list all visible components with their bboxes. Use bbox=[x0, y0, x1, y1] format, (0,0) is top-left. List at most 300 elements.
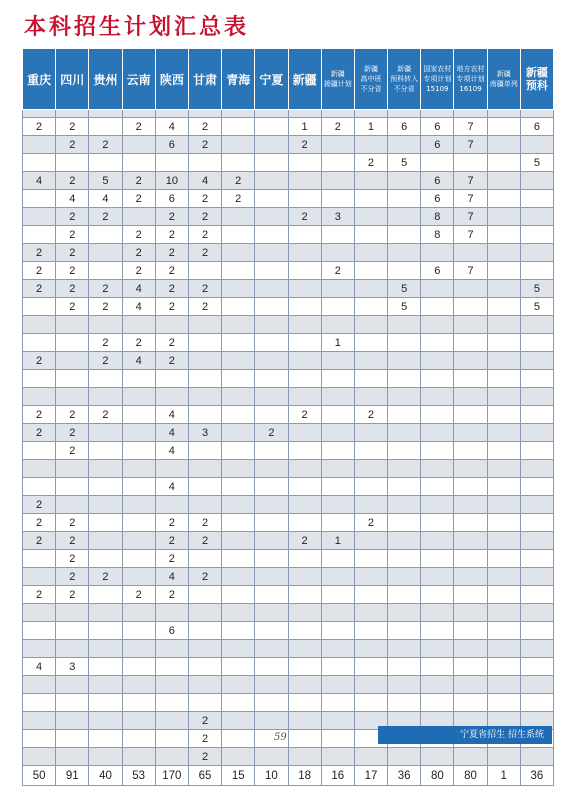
table-cell bbox=[222, 226, 255, 244]
table-cell: 2 bbox=[188, 568, 221, 586]
table-cell bbox=[89, 622, 122, 640]
table-cell bbox=[321, 136, 354, 154]
table-cell bbox=[56, 352, 89, 370]
table-cell bbox=[23, 622, 56, 640]
table-cell bbox=[222, 280, 255, 298]
table-cell bbox=[155, 640, 188, 658]
table-cell bbox=[388, 442, 421, 460]
table-row bbox=[23, 136, 554, 154]
table-cell bbox=[520, 442, 553, 460]
table-cell bbox=[388, 622, 421, 640]
table-cell bbox=[23, 676, 56, 694]
column-header: 新疆 援疆计划 bbox=[321, 49, 354, 110]
table-cell bbox=[421, 496, 454, 514]
table-cell bbox=[388, 748, 421, 766]
table-cell bbox=[388, 110, 421, 118]
table-cell bbox=[155, 604, 188, 622]
table-cell bbox=[421, 694, 454, 712]
table-cell: 3 bbox=[56, 658, 89, 676]
table-cell bbox=[222, 298, 255, 316]
table-cell bbox=[388, 334, 421, 352]
table-cell: 4 bbox=[122, 352, 155, 370]
table-cell bbox=[354, 694, 387, 712]
table-cell: 2 bbox=[122, 226, 155, 244]
table-cell bbox=[188, 352, 221, 370]
table-cell bbox=[89, 478, 122, 496]
table-cell bbox=[487, 640, 520, 658]
table-cell bbox=[487, 118, 520, 136]
table-cell bbox=[388, 676, 421, 694]
table-cell: 5 bbox=[520, 280, 553, 298]
table-cell: 2 bbox=[23, 532, 56, 550]
table-cell bbox=[288, 568, 321, 586]
table-cell bbox=[454, 442, 487, 460]
table-cell bbox=[56, 154, 89, 172]
table-cell bbox=[56, 640, 89, 658]
table-cell: 2 bbox=[23, 496, 56, 514]
table-cell bbox=[288, 712, 321, 730]
table-row bbox=[23, 514, 554, 532]
table-cell bbox=[520, 370, 553, 388]
table-cell bbox=[188, 460, 221, 478]
table-cell: 2 bbox=[188, 748, 221, 766]
table-row bbox=[23, 280, 554, 298]
table-cell bbox=[255, 532, 288, 550]
table-cell: 5 bbox=[520, 154, 553, 172]
table-cell: 2 bbox=[122, 334, 155, 352]
table-cell bbox=[321, 550, 354, 568]
column-header: 四川 bbox=[56, 49, 89, 110]
table-cell bbox=[122, 478, 155, 496]
table-cell bbox=[321, 712, 354, 730]
table-cell bbox=[520, 550, 553, 568]
table-cell bbox=[321, 110, 354, 118]
table-cell bbox=[255, 586, 288, 604]
table-cell bbox=[520, 622, 553, 640]
column-header: 新疆 南疆单列 bbox=[487, 49, 520, 110]
table-cell: 2 bbox=[56, 226, 89, 244]
table-row bbox=[23, 172, 554, 190]
table-cell bbox=[487, 748, 520, 766]
table-cell bbox=[354, 550, 387, 568]
table-cell: 2 bbox=[188, 730, 221, 748]
table-cell: 2 bbox=[354, 514, 387, 532]
table-cell bbox=[222, 496, 255, 514]
table-cell: 2 bbox=[155, 352, 188, 370]
table-cell bbox=[520, 658, 553, 676]
table-cell bbox=[321, 586, 354, 604]
table-cell bbox=[354, 298, 387, 316]
table-cell: 4 bbox=[122, 298, 155, 316]
table-cell bbox=[288, 334, 321, 352]
table-cell bbox=[354, 334, 387, 352]
table-cell bbox=[255, 568, 288, 586]
table-cell bbox=[89, 154, 122, 172]
total-cell: 170 bbox=[155, 766, 188, 786]
table-cell: 2 bbox=[23, 118, 56, 136]
table-cell: 2 bbox=[23, 280, 56, 298]
table-cell bbox=[222, 550, 255, 568]
table-cell bbox=[23, 712, 56, 730]
table-cell bbox=[454, 154, 487, 172]
table-cell bbox=[388, 226, 421, 244]
table-cell bbox=[255, 640, 288, 658]
table-cell bbox=[487, 370, 520, 388]
table-cell bbox=[222, 748, 255, 766]
table-cell bbox=[288, 370, 321, 388]
table-row bbox=[23, 154, 554, 172]
table-cell bbox=[288, 280, 321, 298]
table-cell: 2 bbox=[321, 118, 354, 136]
table-cell bbox=[23, 568, 56, 586]
table-cell bbox=[89, 388, 122, 406]
table-cell bbox=[23, 730, 56, 748]
table-cell bbox=[520, 676, 553, 694]
table-cell bbox=[188, 496, 221, 514]
table-cell bbox=[520, 388, 553, 406]
table-cell bbox=[487, 298, 520, 316]
total-cell: 1 bbox=[487, 766, 520, 786]
table-cell bbox=[487, 244, 520, 262]
column-header: 甘肃 bbox=[188, 49, 221, 110]
table-cell bbox=[122, 640, 155, 658]
table-cell bbox=[421, 388, 454, 406]
table-row bbox=[23, 424, 554, 442]
table-cell: 2 bbox=[155, 208, 188, 226]
table-row bbox=[23, 694, 554, 712]
table-cell bbox=[188, 370, 221, 388]
table-row bbox=[23, 604, 554, 622]
total-cell: 16 bbox=[321, 766, 354, 786]
table-cell: 7 bbox=[454, 208, 487, 226]
table-cell bbox=[487, 694, 520, 712]
table-cell bbox=[487, 280, 520, 298]
table-cell bbox=[454, 280, 487, 298]
table-cell bbox=[188, 676, 221, 694]
table-cell bbox=[23, 442, 56, 460]
table-cell bbox=[122, 442, 155, 460]
table-cell bbox=[321, 190, 354, 208]
table-cell bbox=[388, 370, 421, 388]
table-cell: 4 bbox=[155, 442, 188, 460]
table-cell bbox=[188, 262, 221, 280]
table-cell bbox=[487, 208, 520, 226]
table-cell bbox=[354, 622, 387, 640]
table-cell: 2 bbox=[56, 442, 89, 460]
table-cell bbox=[520, 334, 553, 352]
table-cell bbox=[155, 712, 188, 730]
table-cell bbox=[388, 478, 421, 496]
table-cell: 2 bbox=[288, 406, 321, 424]
table-cell bbox=[255, 154, 288, 172]
table-cell: 2 bbox=[188, 532, 221, 550]
table-cell bbox=[288, 352, 321, 370]
table-cell bbox=[421, 586, 454, 604]
table-cell bbox=[520, 226, 553, 244]
table-cell bbox=[288, 478, 321, 496]
total-cell: 65 bbox=[188, 766, 221, 786]
table-cell bbox=[56, 730, 89, 748]
table-row bbox=[23, 244, 554, 262]
table-cell bbox=[388, 460, 421, 478]
table-cell bbox=[487, 190, 520, 208]
table-cell: 5 bbox=[388, 298, 421, 316]
table-cell: 2 bbox=[23, 586, 56, 604]
table-cell bbox=[255, 604, 288, 622]
table-cell bbox=[56, 622, 89, 640]
table-cell bbox=[520, 514, 553, 532]
table-cell bbox=[255, 190, 288, 208]
table-cell bbox=[56, 370, 89, 388]
table-cell bbox=[255, 226, 288, 244]
table-cell bbox=[421, 568, 454, 586]
table-row bbox=[23, 316, 554, 334]
table-cell bbox=[454, 478, 487, 496]
table-cell bbox=[388, 532, 421, 550]
column-header: 新疆 高中班 不分省 bbox=[354, 49, 387, 110]
table-cell bbox=[23, 154, 56, 172]
table-cell bbox=[454, 550, 487, 568]
table-cell bbox=[454, 424, 487, 442]
table-cell bbox=[188, 478, 221, 496]
table-cell: 10 bbox=[155, 172, 188, 190]
table-cell bbox=[155, 748, 188, 766]
table-cell bbox=[89, 694, 122, 712]
table-row bbox=[23, 676, 554, 694]
footer-banner: 宁夏省招生 招生系统 bbox=[378, 726, 552, 744]
table-cell bbox=[354, 604, 387, 622]
table-cell bbox=[487, 478, 520, 496]
table-cell bbox=[388, 604, 421, 622]
table-cell: 2 bbox=[89, 208, 122, 226]
table-cell bbox=[487, 676, 520, 694]
table-cell bbox=[222, 478, 255, 496]
table-cell bbox=[23, 604, 56, 622]
table-cell bbox=[454, 352, 487, 370]
table-cell bbox=[122, 550, 155, 568]
table-cell: 2 bbox=[288, 208, 321, 226]
table-cell bbox=[487, 424, 520, 442]
table-cell bbox=[222, 532, 255, 550]
table-cell bbox=[222, 640, 255, 658]
table-cell bbox=[421, 658, 454, 676]
table-cell bbox=[89, 496, 122, 514]
table-cell bbox=[421, 460, 454, 478]
table-cell bbox=[321, 568, 354, 586]
table-cell bbox=[188, 550, 221, 568]
table-cell bbox=[255, 136, 288, 154]
table-cell: 6 bbox=[155, 622, 188, 640]
table-cell: 4 bbox=[89, 190, 122, 208]
table-cell: 5 bbox=[388, 280, 421, 298]
table-cell: 2 bbox=[122, 118, 155, 136]
table-row bbox=[23, 352, 554, 370]
table-cell bbox=[188, 640, 221, 658]
table-cell bbox=[388, 550, 421, 568]
table-cell bbox=[122, 568, 155, 586]
table-cell bbox=[23, 370, 56, 388]
table-cell: 1 bbox=[321, 532, 354, 550]
table-cell: 2 bbox=[56, 118, 89, 136]
table-cell bbox=[321, 406, 354, 424]
table-cell bbox=[520, 532, 553, 550]
table-cell bbox=[454, 694, 487, 712]
table-cell bbox=[487, 550, 520, 568]
table-cell bbox=[255, 110, 288, 118]
table-cell bbox=[454, 676, 487, 694]
table-cell: 2 bbox=[122, 172, 155, 190]
table-cell bbox=[454, 460, 487, 478]
table-cell bbox=[89, 532, 122, 550]
table-cell bbox=[487, 514, 520, 532]
column-header: 新疆 预科 bbox=[520, 49, 553, 110]
table-cell bbox=[487, 136, 520, 154]
table-cell: 2 bbox=[56, 262, 89, 280]
table-cell bbox=[321, 244, 354, 262]
table-cell: 2 bbox=[56, 568, 89, 586]
table-cell: 2 bbox=[155, 550, 188, 568]
table-cell bbox=[388, 316, 421, 334]
table-cell bbox=[454, 640, 487, 658]
table-cell bbox=[388, 694, 421, 712]
table-cell bbox=[122, 622, 155, 640]
table-cell: 2 bbox=[255, 424, 288, 442]
total-cell: 10 bbox=[255, 766, 288, 786]
table-cell bbox=[520, 694, 553, 712]
table-cell bbox=[454, 334, 487, 352]
table-cell bbox=[288, 442, 321, 460]
table-cell: 7 bbox=[454, 190, 487, 208]
table-cell bbox=[122, 388, 155, 406]
table-row bbox=[23, 118, 554, 136]
table-cell bbox=[255, 712, 288, 730]
table-cell bbox=[321, 622, 354, 640]
column-header: 陕西 bbox=[155, 49, 188, 110]
table-cell: 2 bbox=[56, 244, 89, 262]
table-cell bbox=[354, 388, 387, 406]
column-header: 云南 bbox=[122, 49, 155, 110]
table-cell bbox=[321, 460, 354, 478]
table-cell bbox=[89, 370, 122, 388]
table-cell bbox=[421, 110, 454, 118]
table-cell bbox=[388, 640, 421, 658]
table-cell bbox=[454, 604, 487, 622]
table-cell bbox=[288, 730, 321, 748]
table-cell: 2 bbox=[122, 586, 155, 604]
table-cell bbox=[354, 676, 387, 694]
table-cell: 2 bbox=[188, 280, 221, 298]
table-cell bbox=[520, 568, 553, 586]
table-cell bbox=[222, 154, 255, 172]
table-cell bbox=[155, 730, 188, 748]
table-cell bbox=[288, 110, 321, 118]
table-cell bbox=[354, 532, 387, 550]
column-header: 宁夏 bbox=[255, 49, 288, 110]
table-cell bbox=[421, 280, 454, 298]
table-cell bbox=[354, 586, 387, 604]
table-row bbox=[23, 460, 554, 478]
table-cell bbox=[255, 208, 288, 226]
table-cell bbox=[89, 676, 122, 694]
table-cell bbox=[255, 334, 288, 352]
table-cell: 2 bbox=[56, 280, 89, 298]
table-cell bbox=[454, 370, 487, 388]
table-cell bbox=[56, 110, 89, 118]
table-cell bbox=[89, 730, 122, 748]
table-cell bbox=[222, 370, 255, 388]
table-cell bbox=[354, 478, 387, 496]
table-cell: 2 bbox=[56, 514, 89, 532]
table-cell: 2 bbox=[23, 244, 56, 262]
table-cell bbox=[354, 496, 387, 514]
table-cell: 2 bbox=[188, 118, 221, 136]
table-cell: 2 bbox=[56, 172, 89, 190]
table-cell: 2 bbox=[56, 406, 89, 424]
table-cell bbox=[321, 352, 354, 370]
table-cell bbox=[255, 172, 288, 190]
table-cell bbox=[388, 190, 421, 208]
table-cell bbox=[354, 424, 387, 442]
table-cell: 7 bbox=[454, 262, 487, 280]
table-cell: 6 bbox=[155, 136, 188, 154]
table-row bbox=[23, 748, 554, 766]
table-cell bbox=[321, 388, 354, 406]
table-cell bbox=[487, 154, 520, 172]
table-cell bbox=[288, 298, 321, 316]
table-cell bbox=[421, 334, 454, 352]
table-cell bbox=[255, 406, 288, 424]
table-cell: 7 bbox=[454, 136, 487, 154]
table-cell bbox=[122, 154, 155, 172]
table-cell bbox=[487, 226, 520, 244]
table-cell: 4 bbox=[56, 190, 89, 208]
table-cell bbox=[321, 640, 354, 658]
table-cell bbox=[122, 532, 155, 550]
table-row bbox=[23, 298, 554, 316]
table-cell bbox=[23, 136, 56, 154]
table-cell bbox=[321, 676, 354, 694]
table-cell: 2 bbox=[89, 136, 122, 154]
table-cell bbox=[421, 370, 454, 388]
table-cell: 2 bbox=[56, 208, 89, 226]
table-cell bbox=[354, 370, 387, 388]
table-cell bbox=[288, 514, 321, 532]
table-cell bbox=[421, 532, 454, 550]
table-cell bbox=[222, 424, 255, 442]
table-cell bbox=[421, 640, 454, 658]
table-cell bbox=[354, 190, 387, 208]
table-cell bbox=[23, 748, 56, 766]
table-cell bbox=[89, 442, 122, 460]
table-cell bbox=[288, 226, 321, 244]
table-cell bbox=[122, 110, 155, 118]
table-cell bbox=[122, 514, 155, 532]
table-cell bbox=[520, 110, 553, 118]
table-cell: 5 bbox=[388, 154, 421, 172]
table-cell: 3 bbox=[188, 424, 221, 442]
table-row bbox=[23, 658, 554, 676]
table-cell bbox=[321, 496, 354, 514]
table-cell bbox=[155, 154, 188, 172]
table-cell bbox=[321, 316, 354, 334]
table-cell bbox=[188, 604, 221, 622]
page-title: 本科招生计划汇总表 bbox=[24, 15, 250, 40]
column-header: 地方农村 专项计划 16109 bbox=[454, 49, 487, 110]
table-cell bbox=[222, 118, 255, 136]
table-cell bbox=[288, 262, 321, 280]
table-cell bbox=[454, 532, 487, 550]
table-cell: 4 bbox=[188, 172, 221, 190]
